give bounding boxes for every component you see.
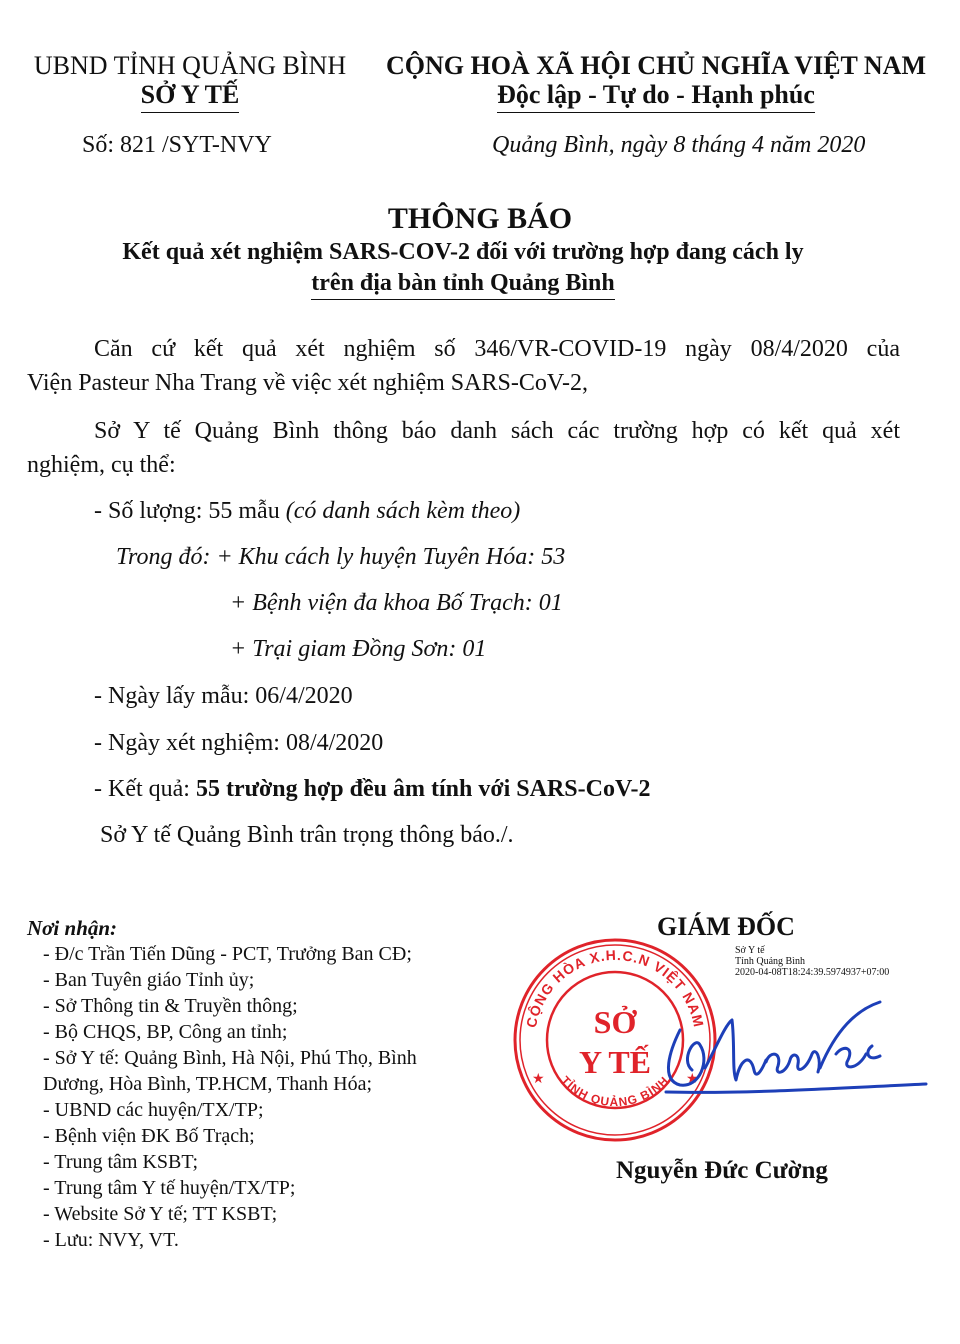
- document-title: THÔNG BÁO: [387, 202, 573, 235]
- recipient-item: - Đ/c Trần Tiến Dũng - PCT, Trưởng Ban CĐ;: [43, 943, 412, 965]
- test-result: [94, 776, 651, 803]
- recipients-heading: Nơi nhận:: [27, 916, 118, 940]
- document-subtitle-line1: Kết quả xét nghiệm SARS-COV-2 đối với trường hợp đang cách ly: [122, 239, 804, 265]
- notice-paragraph-line1: Sở Y tế Quảng Bình thông báo danh sách các trường hợp có kết quả xét: [94, 418, 900, 444]
- stamp-star-left: ★: [532, 1071, 545, 1087]
- recipient-item: - Lưu: NVY, VT.: [43, 1229, 179, 1251]
- sample-count-note: (có danh sách kèm theo): [285, 498, 521, 524]
- handwritten-signature: [640, 990, 940, 1110]
- recipients-block: [27, 915, 417, 1253]
- recipient-item: - Bệnh viện ĐK Bố Trạch;: [43, 1125, 255, 1147]
- digital-signer-province: Tỉnh Quảng Bình: [735, 956, 805, 967]
- document-number: Số: 821 /SYT-NVY: [82, 132, 272, 158]
- recipient-item: - Bộ CHQS, BP, Công an tỉnh;: [43, 1021, 288, 1043]
- signer-name: Nguyễn Đức Cường: [616, 1157, 828, 1184]
- digital-signature-info: [735, 945, 889, 978]
- stamp-center-line1: SỞ: [593, 1004, 637, 1040]
- basis-paragraph-line1: Căn cứ kết quả xét nghiệm số 346/VR-COVID-19 ngày 08/4/2020 của: [94, 336, 900, 362]
- notice-paragraph-line2: nghiệm, cụ thể:: [27, 452, 176, 478]
- recipient-item: - Trung tâm Y tế huyện/TX/TP;: [43, 1177, 296, 1199]
- recipient-item: Dương, Hòa Bình, TP.HCM, Thanh Hóa;: [43, 1073, 373, 1095]
- test-date: - Ngày xét nghiệm: 08/4/2020: [94, 730, 384, 756]
- sample-date: - Ngày lấy mẫu: 06/4/2020: [94, 683, 353, 709]
- issuing-department: SỞ Y TẾ: [141, 80, 240, 113]
- place-and-date: Quảng Bình, ngày 8 tháng 4 năm 2020: [492, 132, 866, 158]
- recipient-item: - Trung tâm KSBT;: [43, 1151, 199, 1173]
- test-result-label: - Kết quả:: [94, 776, 196, 802]
- sample-count-label: - Số lượng: 55 mẫu: [94, 498, 286, 524]
- digital-signer-org: Sở Y tế: [735, 945, 765, 956]
- recipient-item: - Sở Thông tin & Truyền thông;: [43, 995, 298, 1017]
- recipient-item: - Website Sở Y tế; TT KSBT;: [43, 1203, 278, 1225]
- national-title: CỘNG HOÀ XÃ HỘI CHỦ NGHĨA VIỆT NAM: [385, 51, 927, 80]
- breakdown-line-2: + Bệnh viện đa khoa Bố Trạch: 01: [230, 590, 563, 616]
- test-result-value: 55 trường hợp đều âm tính với SARS-CoV-2: [195, 776, 651, 802]
- signer-position: GIÁM ĐỐC: [657, 912, 795, 941]
- breakdown-line-3: + Trại giam Đồng Sơn: 01: [230, 636, 487, 662]
- recipient-item: - UBND các huyện/TX/TP;: [43, 1099, 264, 1121]
- national-motto: Độc lập - Tự do - Hạnh phúc: [497, 80, 815, 113]
- recipient-item: - Sở Y tế: Quảng Bình, Hà Nội, Phú Thọ, Bình: [43, 1047, 417, 1069]
- header-right: [372, 50, 940, 114]
- closing-statement: Sở Y tế Quảng Bình trân trọng thông báo./.: [100, 822, 514, 848]
- sample-count: [94, 498, 520, 525]
- issuing-authority: UBND TỈNH QUẢNG BÌNH: [33, 51, 347, 80]
- stamp-ring-top-text: CỘNG HÒA X.H.C.N VIỆT NAM: [522, 946, 708, 1030]
- basis-paragraph-line2: Viện Pasteur Nha Trang về việc xét nghiệm SARS-CoV-2,: [27, 370, 588, 396]
- recipient-item: - Ban Tuyên giáo Tỉnh ủy;: [43, 969, 255, 991]
- stamp-star-right: ★: [686, 1071, 699, 1087]
- breakdown-line-1: Trong đó: + Khu cách ly huyện Tuyên Hóa: 53: [116, 544, 566, 570]
- header-left: [20, 50, 360, 114]
- stamp-ring-bottom-text: TỈNH QUẢNG BÌNH: [558, 1073, 672, 1110]
- stamp-center-line2: Y TẾ: [578, 1044, 652, 1080]
- document-subtitle-line2: trên địa bàn tỉnh Quảng Bình: [311, 270, 614, 300]
- digital-signature-timestamp: 2020-04-08T18:24:39.5974937+07:00: [735, 967, 890, 978]
